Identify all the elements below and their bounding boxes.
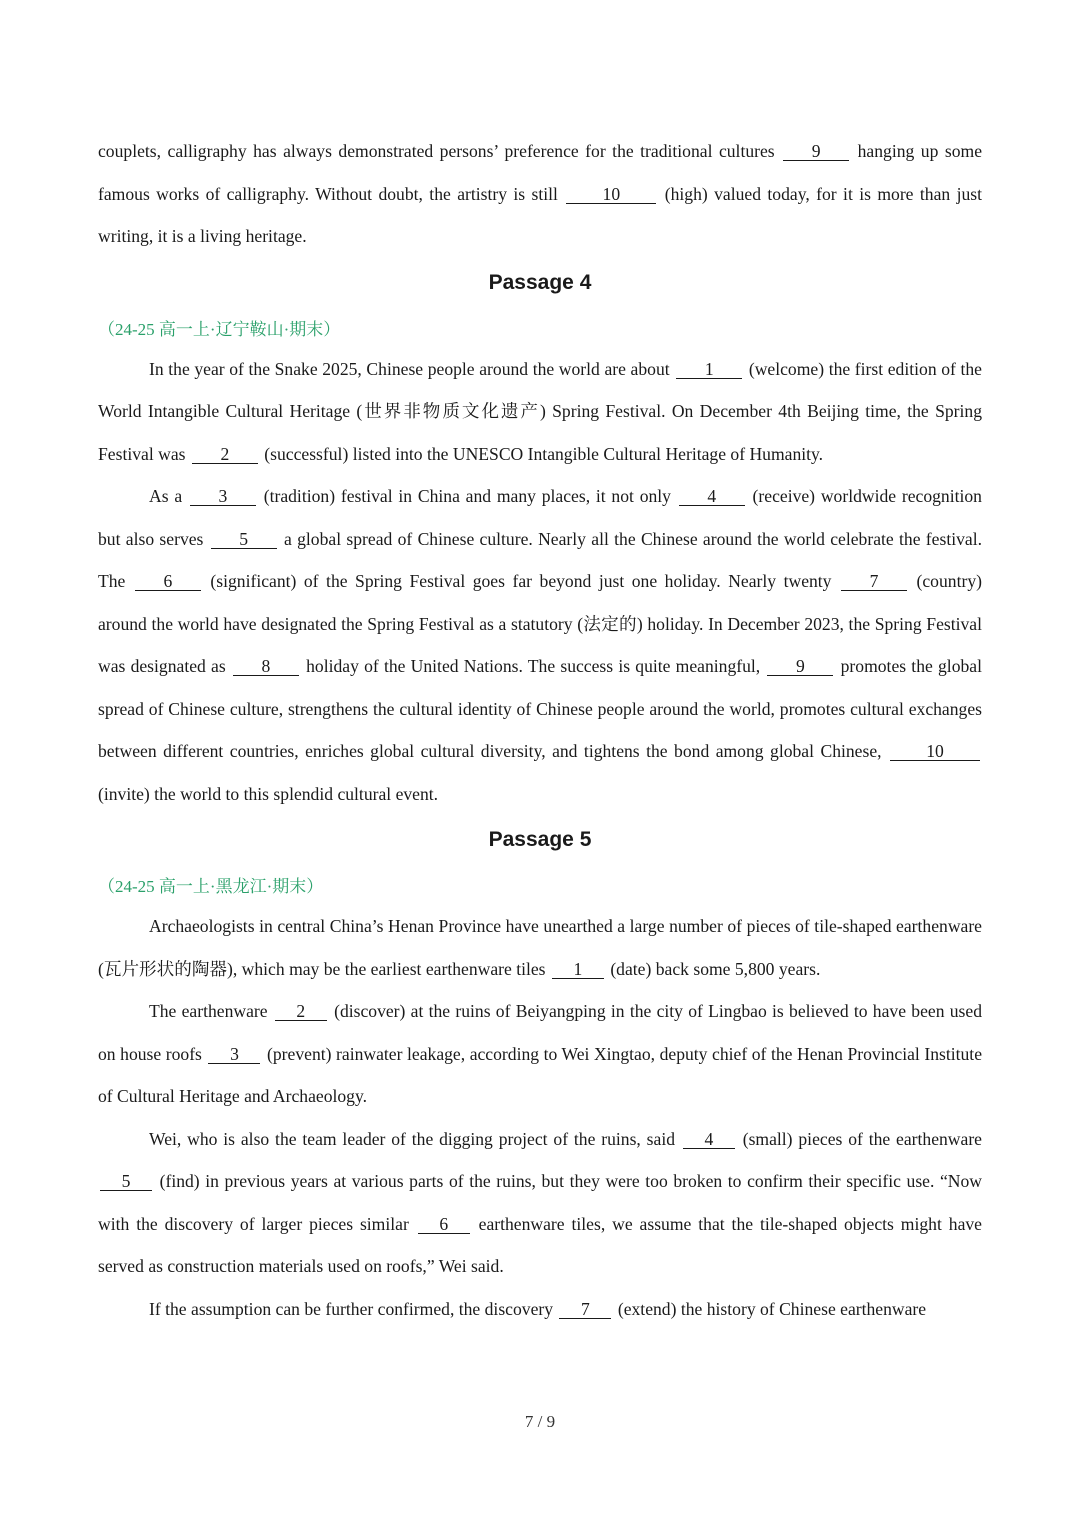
- text-run: (small) pieces of the earthenware: [736, 1128, 982, 1149]
- passage-5-paragraph-1: [98, 905, 982, 990]
- passage-5-title: Passage 5: [488, 828, 592, 851]
- text-run: promotes the global spread of Chinese culture, strengthens the cultural identity of Chinese people around the world, promotes cultural exchanges between different countries, enriches global cultural diversity, and tightens the bond among global Chinese,: [98, 656, 982, 761]
- passage-5-paragraph-2: [98, 990, 982, 1118]
- blank-7[interactable]: 7: [559, 1300, 611, 1319]
- text-run: a global spread of Chinese culture. Nearly all the Chinese around the world celebrate the festival. The: [98, 528, 982, 591]
- text-run: (significant) of the Spring Festival goes far beyond just one holiday. Nearly twenty: [202, 571, 839, 591]
- text-run: The earthenware: [149, 1001, 273, 1021]
- text-run: Archaeologists in central China’s Henan Province have unearthed a large number of pieces of tile-shaped earthenware (瓦片形状的陶器), which may be the earliest earthenware tiles: [98, 916, 982, 979]
- text-run: holiday of the United Nations. The success is quite meaningful,: [300, 656, 766, 676]
- blank-9[interactable]: 9: [783, 142, 849, 161]
- blank-9[interactable]: 9: [767, 657, 833, 676]
- passage-5-source: （24-25 高一上·黑龙江·期末）: [98, 877, 324, 896]
- blank-6[interactable]: 6: [418, 1215, 470, 1234]
- text-run: In the year of the Snake 2025, Chinese people around the world are about: [149, 358, 675, 379]
- text-run: As a: [149, 486, 188, 506]
- blank-3[interactable]: 3: [208, 1045, 260, 1064]
- text-run: (tradition) festival in China and many places, it not only: [257, 486, 677, 506]
- text-run: If the assumption can be further confirmed, the discovery: [149, 1298, 558, 1319]
- blank-2[interactable]: 2: [275, 1002, 327, 1021]
- passage-4-paragraph-2: [98, 475, 982, 815]
- text-run: (successful) listed into the UNESCO Intangible Cultural Heritage of Humanity.: [259, 443, 824, 464]
- text-run: (date) back some 5,800 years.: [605, 958, 821, 979]
- blank-2[interactable]: 2: [192, 445, 258, 464]
- text-run: (prevent) rainwater leakage, according to Wei Xingtao, deputy chief of the Henan Provincial Institute of Cultural Heritage and Archaeology.: [98, 1043, 983, 1106]
- blank-5[interactable]: 5: [100, 1172, 152, 1191]
- blank-8[interactable]: 8: [233, 657, 299, 676]
- blank-10[interactable]: 10: [566, 185, 656, 204]
- text-run: Wei, who is also the team leader of the digging project of the ruins, said: [149, 1128, 681, 1149]
- text-run: couplets, calligraphy has always demonstrated persons’ preference for the traditional cultures: [98, 141, 782, 161]
- text-run: (find) in previous years at various parts of the ruins, but they were too broken to confirm their specific use. “Now with the discovery of larger pieces similar: [98, 1171, 982, 1234]
- text-run: earthenware tiles, we assume that the tile-shaped objects might have served as construction materials used on roofs,” Wei said.: [98, 1213, 982, 1276]
- blank-10[interactable]: 10: [890, 742, 980, 761]
- passage-4-title: Passage 4: [488, 270, 592, 294]
- page-number: 7 / 9: [524, 1412, 556, 1431]
- blank-1[interactable]: 1: [552, 960, 604, 979]
- blank-5[interactable]: 5: [211, 530, 277, 549]
- blank-4[interactable]: 4: [683, 1130, 735, 1149]
- blank-3[interactable]: 3: [190, 487, 256, 506]
- passage-5-paragraph-4: [98, 1288, 982, 1331]
- passage3-continuation: [98, 130, 982, 258]
- text-run: (discover) at the ruins of Beiyangping in the city of Lingbao is believed to have been used on house roofs: [98, 1001, 982, 1064]
- text-run: (country) around the world have designated the Spring Festival as a statutory (法定的) holiday. In December 2023, the Spring Festival was designated as: [98, 571, 982, 676]
- blank-6[interactable]: 6: [135, 572, 201, 591]
- text-run: (welcome) the first edition of the World Intangible Cultural Heritage (世界非物质文化遗产) Spring Festival. On December 4th Beijing time, the Spring Festival was: [98, 358, 982, 464]
- passage-4-paragraph-1: [98, 348, 982, 476]
- passage-4-source: （24-25 高一上·辽宁鞍山·期末）: [98, 319, 341, 339]
- blank-4[interactable]: 4: [679, 487, 745, 506]
- blank-7[interactable]: 7: [841, 572, 907, 591]
- text-run: (receive) worldwide recognition but also serves: [98, 486, 982, 549]
- text-run: (invite) the world to this splendid cultural event.: [98, 783, 439, 804]
- text-run: (high) valued today, for it is more than just writing, it is a living heritage.: [98, 183, 982, 246]
- document-page: [98, 130, 982, 1330]
- text-run: hanging up some famous works of calligraphy. Without doubt, the artistry is still: [98, 141, 983, 204]
- blank-1[interactable]: 1: [676, 360, 742, 379]
- text-run: (extend) the history of Chinese earthenware: [613, 1298, 927, 1319]
- passage-5-paragraph-3: [98, 1118, 982, 1288]
